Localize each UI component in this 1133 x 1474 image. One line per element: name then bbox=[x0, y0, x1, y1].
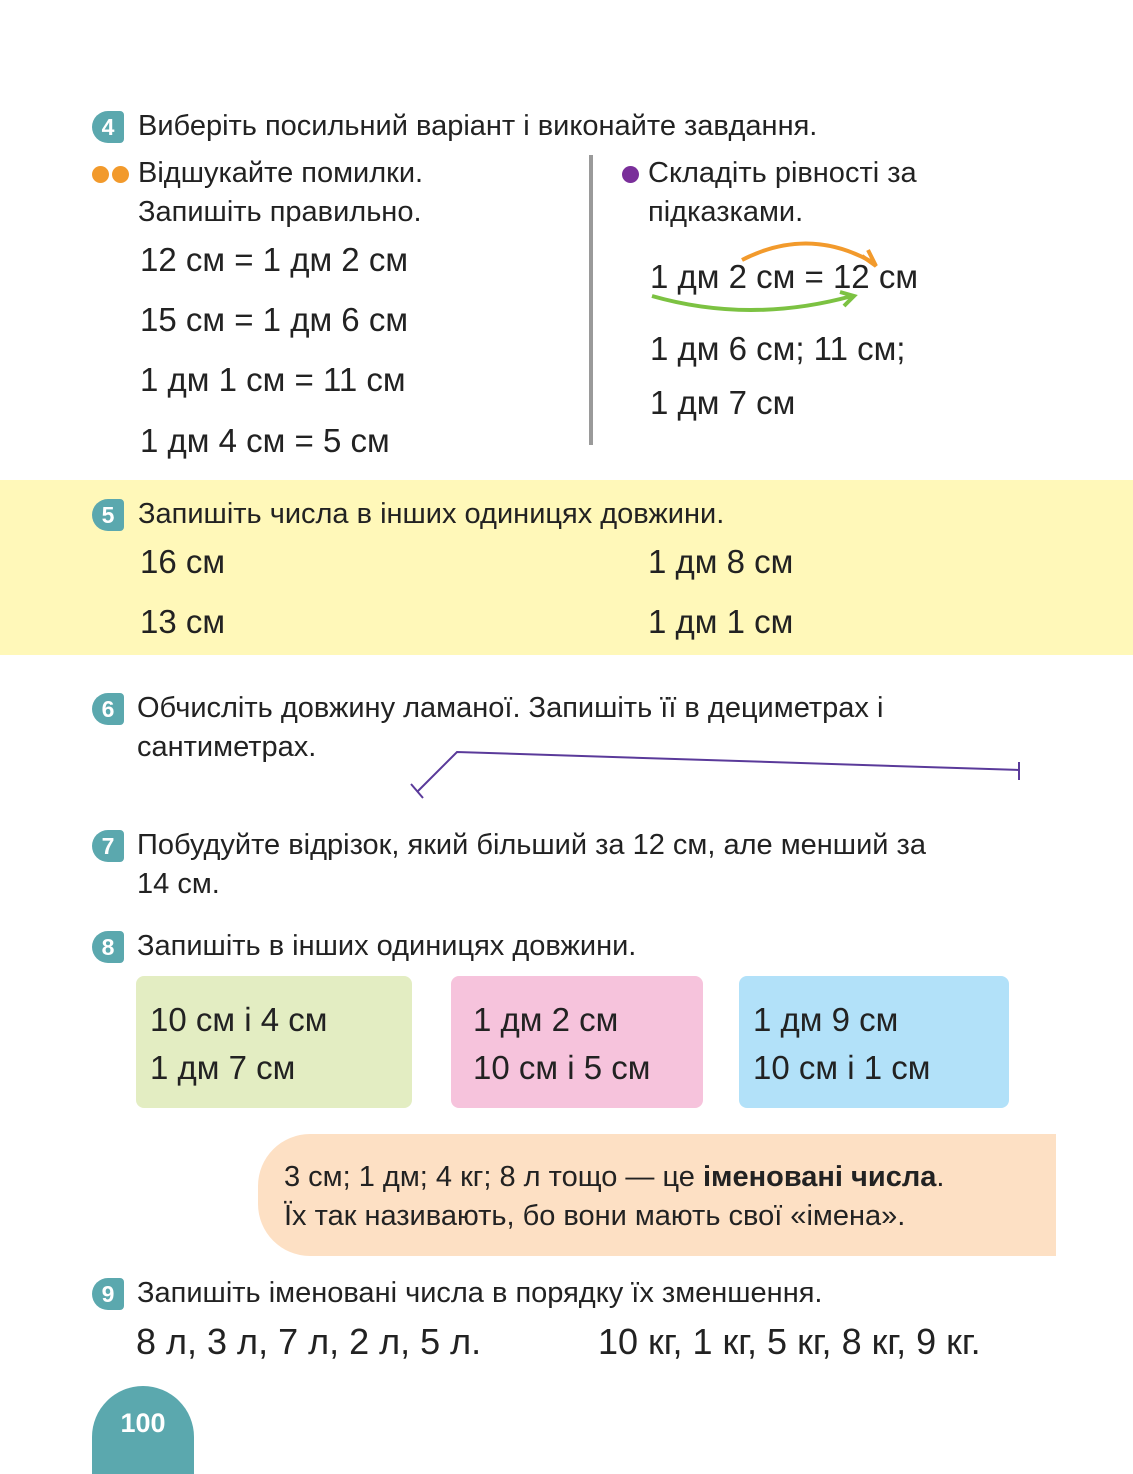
task5-item: 16 см bbox=[140, 543, 226, 580]
task4-left-prompt-line1: Відшукайте помилки. bbox=[138, 157, 424, 189]
task9-title: Запишіть іменовані числа в порядку їх зменшення. bbox=[137, 1277, 823, 1309]
task8-box-line: 1 дм 9 см bbox=[753, 1001, 899, 1038]
note-line2: Їх так називають, бо вони мають свої «імена». bbox=[284, 1200, 906, 1232]
task4-right-prompt-line2: підказками. bbox=[648, 196, 804, 228]
task8-box-line: 10 см і 5 см bbox=[473, 1049, 651, 1086]
task5-item: 1 дм 8 см bbox=[648, 543, 794, 580]
task8-box-line: 1 дм 7 см bbox=[150, 1049, 296, 1086]
task4-equation: 15 см = 1 дм 6 см bbox=[140, 301, 409, 338]
task6-title-line2: сантиметрах. bbox=[137, 731, 317, 763]
task5-title: Запишіть числа в інших одиницях довжини. bbox=[138, 498, 725, 530]
task7-title-line1: Побудуйте відрізок, який більший за 12 см, але менший за bbox=[137, 829, 926, 861]
task4-equation: 1 дм 4 см = 5 см bbox=[140, 422, 390, 459]
task4-right-prompt-line1: Складіть рівності за bbox=[648, 157, 917, 189]
task4-hint-line1: 1 дм 6 см; 11 см; bbox=[650, 330, 906, 367]
task5-item: 13 см bbox=[140, 603, 226, 640]
task7-title-line2: 14 см. bbox=[137, 868, 220, 900]
page-number-tab bbox=[92, 1386, 194, 1474]
task5-item: 1 дм 1 см bbox=[648, 603, 794, 640]
task8-title: Запишіть в інших одиницях довжини. bbox=[137, 930, 637, 962]
broken-line-figure bbox=[405, 740, 1035, 800]
difficulty-dot-icon bbox=[622, 166, 639, 183]
task4-left-prompt-line2: Запишіть правильно. bbox=[138, 196, 422, 228]
definition-note bbox=[258, 1134, 1056, 1256]
task4-title: Виберіть посильний варіант і виконайте завдання. bbox=[138, 110, 818, 142]
note-text: 3 см; 1 дм; 4 кг; 8 л тощо — це bbox=[284, 1161, 703, 1193]
page-number: 100 bbox=[120, 1408, 166, 1438]
task-number-badge: 6 bbox=[92, 693, 124, 725]
task8-box-line: 10 см і 4 см bbox=[150, 1001, 328, 1038]
task-number-badge: 7 bbox=[92, 830, 124, 862]
task9-liters: 8 л, 3 л, 7 л, 2 л, 5 л. bbox=[136, 1321, 482, 1362]
task4-example-equation: 1 дм 2 см = 12 см bbox=[650, 258, 919, 295]
note-term: іменовані числа bbox=[702, 1161, 937, 1193]
task-number-badge: 8 bbox=[92, 931, 124, 963]
task4-equation: 12 см = 1 дм 2 см bbox=[140, 241, 409, 278]
task-number-badge: 4 bbox=[92, 111, 124, 143]
task4-hint-line2: 1 дм 7 см bbox=[650, 384, 796, 421]
task8-box-blue bbox=[739, 976, 1009, 1108]
task8-box-line: 10 см і 1 см bbox=[753, 1049, 931, 1086]
task6-title-line1: Обчисліть довжину ламаної. Запишіть її в дециметрах і bbox=[137, 692, 884, 724]
column-divider bbox=[589, 155, 593, 445]
task4-equation: 1 дм 1 см = 11 см bbox=[140, 361, 406, 398]
difficulty-dot-icon bbox=[92, 166, 109, 183]
task8-box-pink bbox=[451, 976, 703, 1108]
note-text: . bbox=[936, 1161, 945, 1193]
task-number-badge: 9 bbox=[92, 1278, 124, 1310]
task8-box-green bbox=[136, 976, 412, 1108]
task-number-badge: 5 bbox=[92, 499, 124, 531]
difficulty-dot-icon bbox=[112, 166, 129, 183]
note-line1 bbox=[284, 1158, 944, 1197]
task9-kilograms: 10 кг, 1 кг, 5 кг, 8 кг, 9 кг. bbox=[598, 1321, 981, 1362]
task8-box-line: 1 дм 2 см bbox=[473, 1001, 619, 1038]
